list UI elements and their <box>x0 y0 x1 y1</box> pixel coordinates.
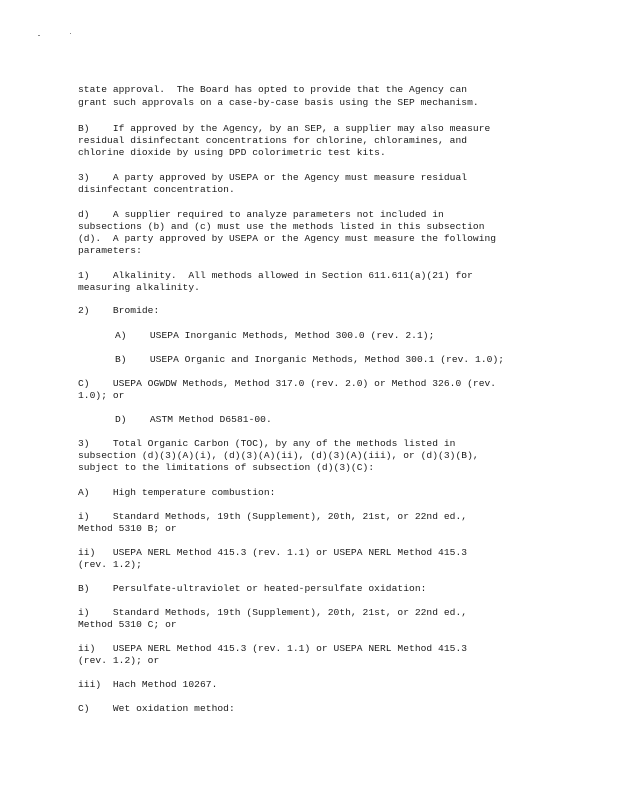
text-line: ii) USEPA NERL Method 415.3 (rev. 1.1) or USEPA NERL Method 415.3 <box>78 643 468 654</box>
text-line: Method 5310 B; or <box>78 523 177 534</box>
text-line: d) A supplier required to analyze parameters not included in <box>78 209 444 220</box>
text-line: D) ASTM Method D6581-00. <box>115 414 272 425</box>
text-line: state approval. The Board has opted to provide that the Agency can <box>78 84 468 95</box>
text-line: iii) Hach Method 10267. <box>78 679 218 690</box>
text-line: disinfectant concentration. <box>78 184 235 195</box>
text-line: C) USEPA OGWDW Methods, Method 317.0 (rev. 2.0) or Method 326.0 (rev. <box>78 378 497 389</box>
text-line: B) If approved by the Agency, by an SEP, a supplier may also measure <box>78 123 491 134</box>
text-line: 3) A party approved by USEPA or the Agency must measure residual <box>78 172 468 183</box>
text-line: 2) Bromide: <box>78 305 160 316</box>
text-line: measuring alkalinity. <box>78 282 200 293</box>
text-line: parameters: <box>78 245 142 256</box>
text-line: subsection (d)(3)(A)(i), (d)(3)(A)(ii), (d)(3)(A)(iii), or (d)(3)(B), <box>78 450 479 461</box>
text-line: (d). A party approved by USEPA or the Agency must measure the following <box>78 233 497 244</box>
text-line: chlorine dioxide by using DPD colorimetric test kits. <box>78 147 386 158</box>
scan-speck <box>38 35 40 36</box>
text-line: C) Wet oxidation method: <box>78 703 235 714</box>
text-line: 3) Total Organic Carbon (TOC), by any of the methods listed in <box>78 438 456 449</box>
text-line: subsections (b) and (c) must use the methods listed in this subsection <box>78 221 485 232</box>
text-line: B) USEPA Organic and Inorganic Methods, Method 300.1 (rev. 1.0); <box>115 354 505 365</box>
text-line: A) High temperature combustion: <box>78 487 276 498</box>
text-line: i) Standard Methods, 19th (Supplement), 20th, 21st, or 22nd ed., <box>78 607 468 618</box>
text-line: 1) Alkalinity. All methods allowed in Section 611.611(a)(21) for <box>78 270 473 281</box>
text-line: ii) USEPA NERL Method 415.3 (rev. 1.1) or USEPA NERL Method 415.3 <box>78 547 468 558</box>
text-line: B) Persulfate-ultraviolet or heated-persulfate oxidation: <box>78 583 427 594</box>
text-line: (rev. 1.2); or <box>78 655 160 666</box>
text-line: A) USEPA Inorganic Methods, Method 300.0 (rev. 2.1); <box>115 330 435 341</box>
text-line: subject to the limitations of subsection (d)(3)(C): <box>78 462 375 473</box>
text-line: grant such approvals on a case-by-case basis using the SEP mechanism. <box>78 97 479 108</box>
text-line: (rev. 1.2); <box>78 559 142 570</box>
text-line: 1.0); or <box>78 390 125 401</box>
scan-speck <box>70 33 71 34</box>
text-line: residual disinfectant concentrations for chlorine, chloramines, and <box>78 135 468 146</box>
text-line: i) Standard Methods, 19th (Supplement), 20th, 21st, or 22nd ed., <box>78 511 468 522</box>
text-line: Method 5310 C; or <box>78 619 177 630</box>
